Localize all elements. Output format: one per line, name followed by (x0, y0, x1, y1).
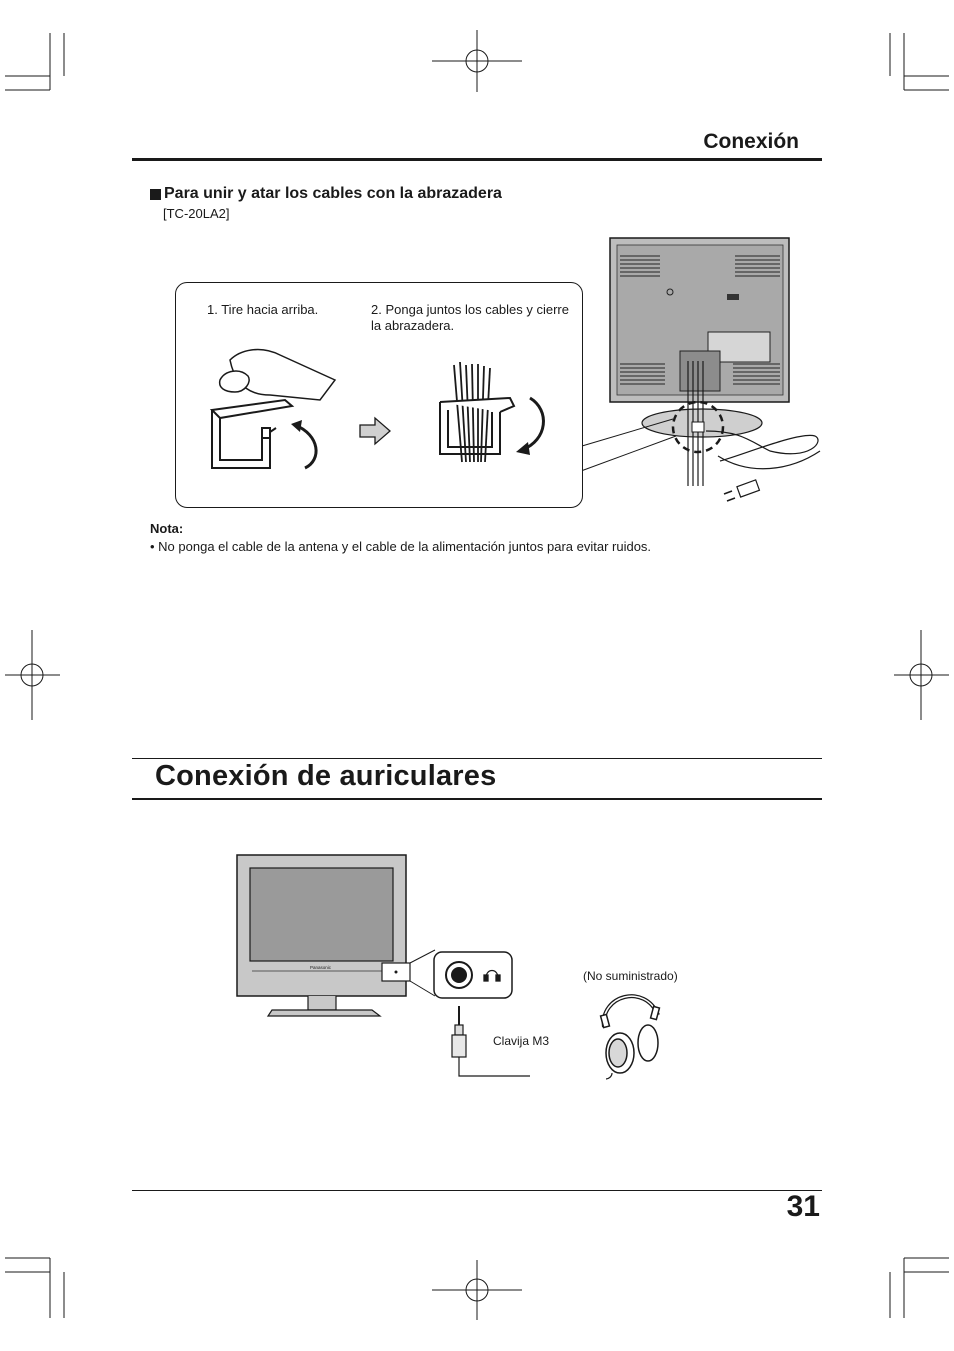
registration-mark-icon (5, 30, 949, 1320)
tv-brand: Panasonic (310, 965, 332, 970)
clamp-steps-illustration (200, 340, 570, 490)
plug-icon (452, 1006, 466, 1057)
page-number: 31 (786, 1190, 820, 1223)
header-rule (132, 158, 822, 161)
headphones-rule-bottom (132, 798, 822, 800)
tv-front-illustration (230, 850, 530, 1080)
headphone-jack-icon (446, 962, 472, 988)
headphones-title: Conexión de auriculares (155, 760, 497, 792)
bullet-square-icon (150, 189, 161, 200)
rotate-arrow-icon (522, 398, 543, 450)
step-1-text: 1. Tire hacia arriba. (207, 302, 319, 317)
note-text: • No ponga el cable de la antena y el cable de la alimentación juntos para evitar ruidos. (150, 539, 652, 554)
rotate-arrow-icon (295, 425, 316, 468)
power-plug-icon (724, 480, 759, 501)
arrow-right-icon (360, 418, 390, 444)
finger-icon (220, 350, 335, 400)
model-label: [TC-20LA2] (163, 206, 230, 221)
not-supplied-label: (No suministrado) (583, 969, 678, 983)
section-title: Conexión (703, 130, 799, 153)
clamp-open-icon (212, 400, 292, 468)
headphones-icon (590, 985, 670, 1080)
plug-label: Clavija M3 (493, 1034, 550, 1048)
clamp-heading (150, 185, 502, 203)
tv-rear-illustration (570, 236, 840, 516)
step-2-text: 2. Ponga juntos los cables y cierre la abrazadera. (371, 302, 569, 333)
clamp-closed-icon (440, 398, 514, 454)
note-title: Nota: (150, 521, 184, 536)
clamp-heading-text: Para unir y atar los cables con la abrazadera (164, 185, 502, 202)
footer-rule (132, 1190, 822, 1191)
headphones-rule-top (132, 758, 822, 759)
